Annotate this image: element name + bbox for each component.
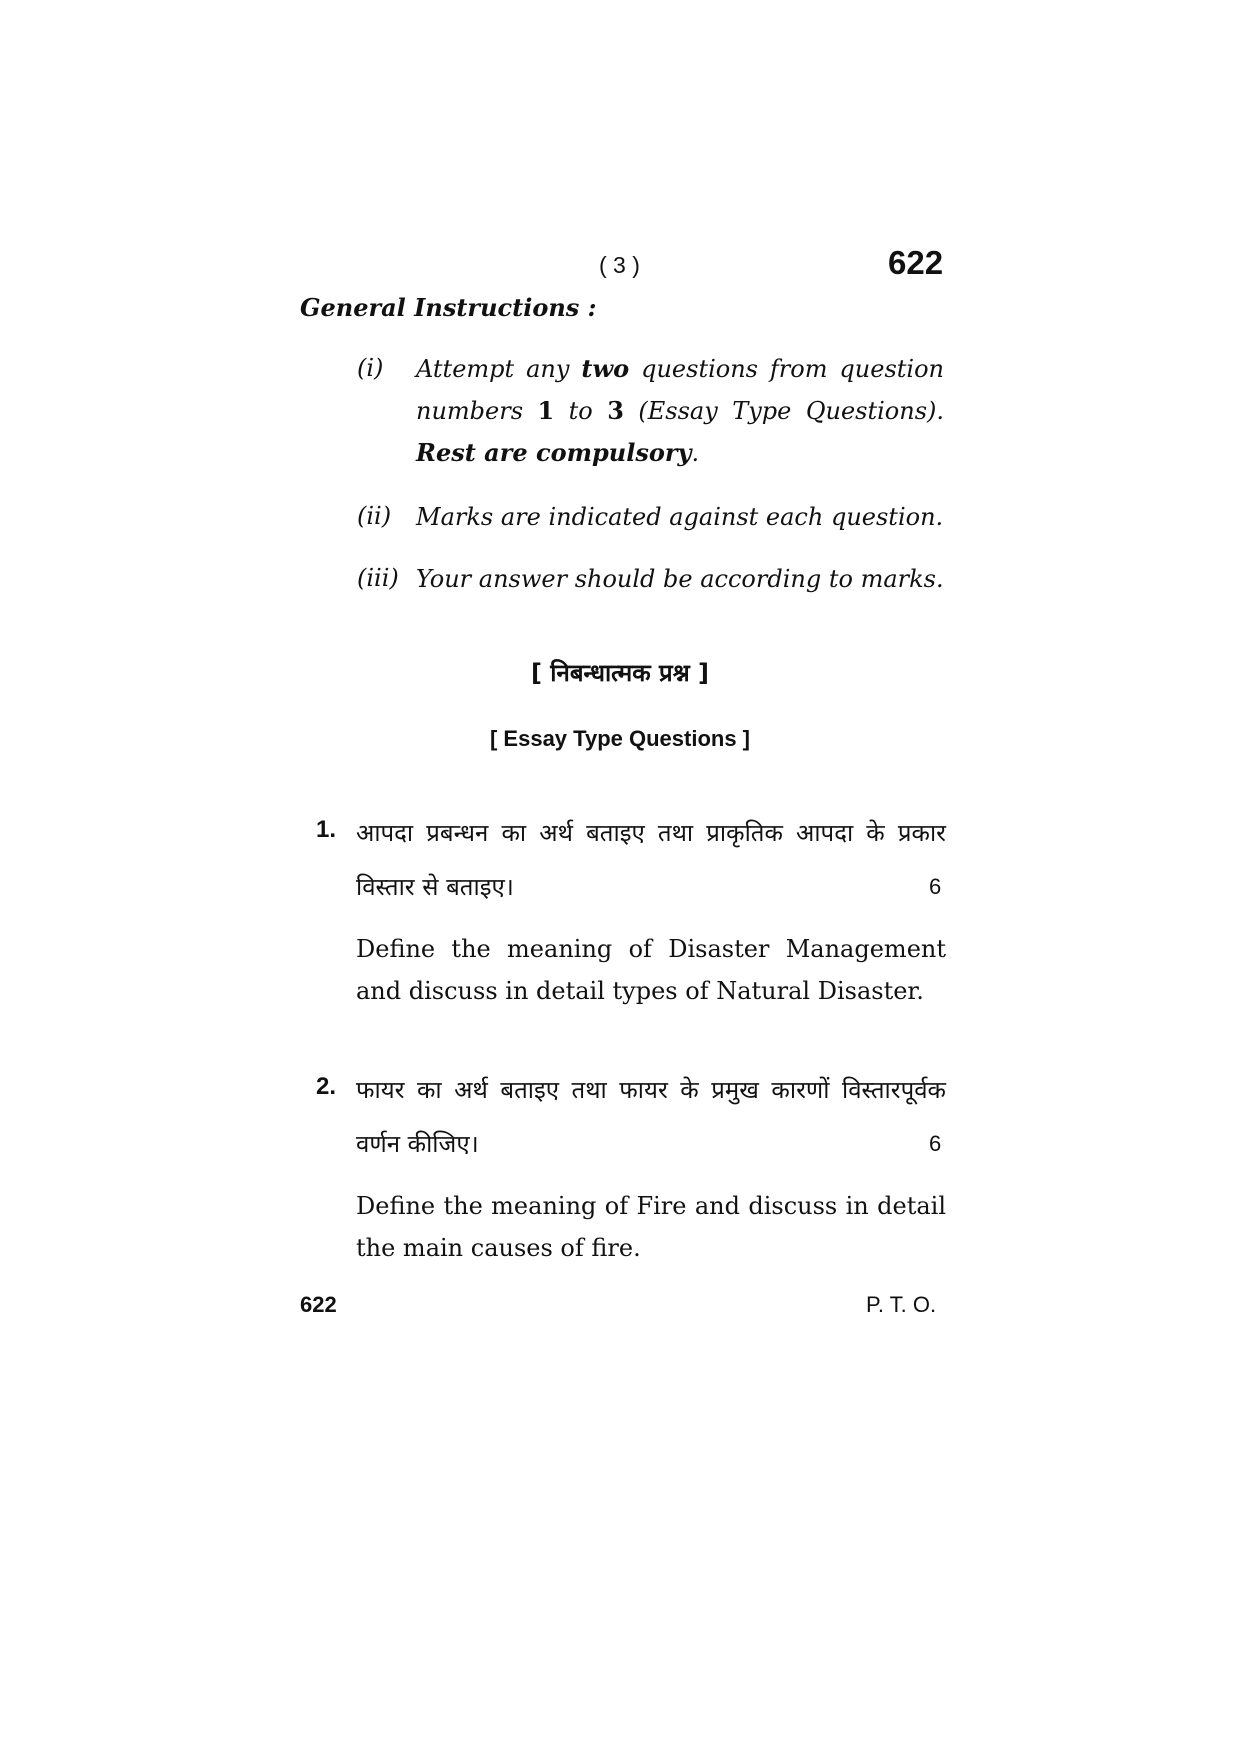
question-english-text: Define the meaning of Fire and discuss in detail the main causes of fire.	[356, 1192, 946, 1262]
question-number: 1.	[316, 816, 337, 843]
instruction-marker: (i)	[357, 354, 384, 382]
instruction-text: Marks are indicated against each question.	[416, 503, 944, 531]
page-number: ( 3 )	[599, 252, 640, 278]
instruction-text: Your answer should be according to marks.	[416, 565, 944, 593]
question-marks: 6	[929, 1131, 942, 1156]
section-title-hindi: [ निबन्धात्मक प्रश्न ]	[530, 659, 710, 687]
general-instructions-heading: General Instructions :	[300, 293, 597, 322]
question-english-text: Define the meaning of Disaster Management and discuss in detail types of Natural Disaster.	[356, 935, 946, 1005]
question-hindi-text: विस्तार से बताइए।	[356, 873, 514, 901]
instruction-text: Attempt any two questions from question numbers 1 to 3 (Essay Type Questions). Rest are compulsory.	[416, 354, 945, 467]
please-turn-over: P. T. O.	[866, 1292, 937, 1317]
question-hindi-text: फायर का अर्थ बताइए तथा फायर के प्रमुख कारणों विस्तारपूर्वक	[356, 1076, 946, 1104]
section-title-english: [ Essay Type Questions ]	[489, 726, 750, 751]
question-hindi-text: वर्णन कीजिए।	[356, 1130, 479, 1158]
question-hindi-text: आपदा प्रबन्धन का अर्थ बताइए तथा प्राकृतिक आपदा के प्रकार	[356, 819, 946, 847]
paper-code-footer: 622	[300, 1292, 337, 1317]
paper-code-header: 622	[888, 244, 944, 281]
question-marks: 6	[929, 874, 942, 899]
question-number: 2.	[316, 1073, 337, 1100]
instruction-marker: (iii)	[357, 564, 399, 592]
instruction-marker: (ii)	[357, 502, 392, 530]
